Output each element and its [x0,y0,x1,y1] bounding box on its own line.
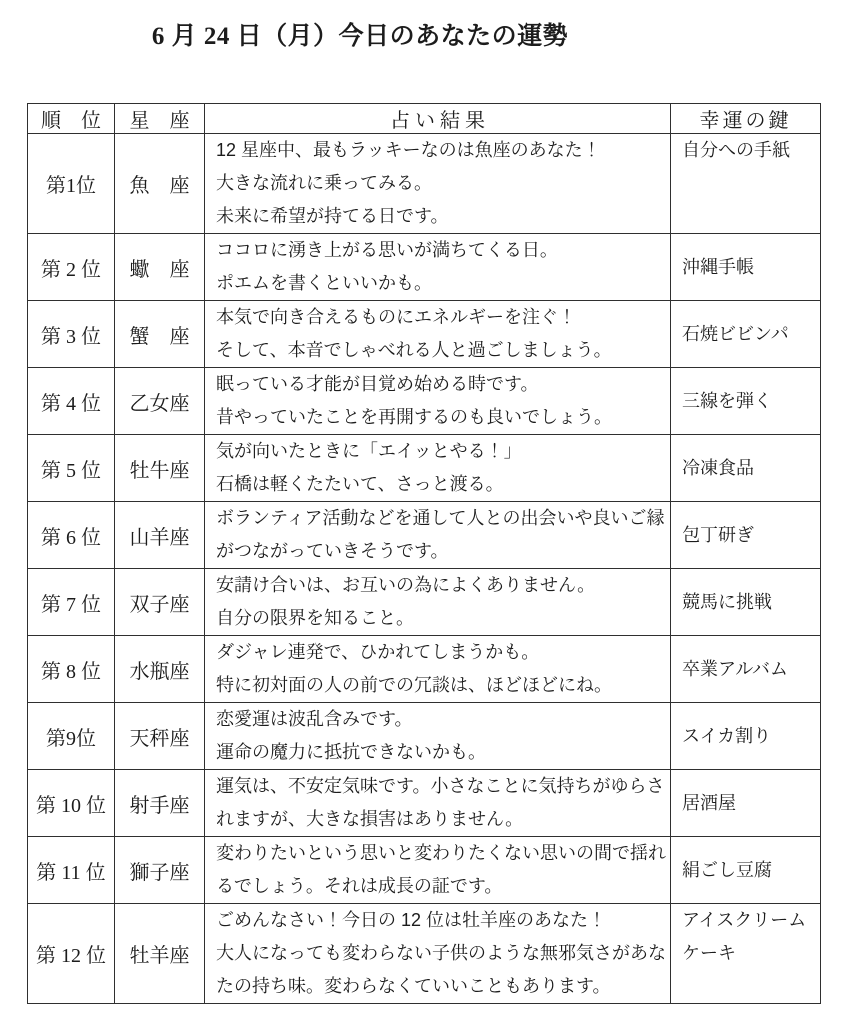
header-row [28,104,821,134]
lucky-line: 卒業アルバム [682,658,789,679]
lucky-cell [671,636,821,703]
result-line: がつながっていきそうです。 [216,541,449,561]
lucky-line: 居酒屋 [682,792,736,813]
sign-cell: 魚 座 [115,134,205,234]
result-cell [205,837,671,904]
sign-cell: 水瓶座 [115,636,205,703]
result-line: 恋愛運は波乱含みです。 [216,709,413,729]
lucky-cell [671,770,821,837]
table-row [28,502,821,569]
lucky-line: 包丁研ぎ [682,524,754,545]
rank-cell: 第1位 [28,134,115,234]
sign-cell: 獅子座 [115,837,205,904]
rank-cell: 第 5 位 [28,435,115,502]
result-line: 本気で向き合えるものにエネルギーを注ぐ！ [216,307,576,327]
lucky-line: 競馬に挑戦 [682,591,772,612]
rank-cell: 第 2 位 [28,234,115,301]
lucky-cell [671,134,821,234]
sign-cell: 双子座 [115,569,205,636]
lucky-line: 三線を弾く [682,390,772,411]
lucky-line: アイスクリーム [682,910,807,930]
result-cell [205,502,671,569]
lucky-line: ケーキ [682,943,736,963]
result-line: 12 星座中、最もラッキーなのは魚座のあなた！ [216,140,601,160]
lucky-line: スイカ割り [682,725,772,746]
lucky-cell [671,301,821,368]
lucky-cell [671,234,821,301]
result-line: 運命の魔力に抵抗できないかも。 [216,742,486,762]
result-cell [205,234,671,301]
result-line: 昔やっていたことを再開するのも良いでしょう。 [216,407,612,427]
rank-cell: 第 7 位 [28,569,115,636]
lucky-cell [671,904,821,1004]
lucky-cell [671,569,821,636]
result-line: 安請け合いは、お互いの為によくありません。 [216,575,596,595]
header-result: 占 い 結 果 [205,104,671,134]
result-line: ポエムを書くといいかも。 [216,273,432,293]
result-line: ボランティア活動などを通して人との出会いや良いご縁 [216,508,665,528]
sign-cell: 蟹 座 [115,301,205,368]
rank-cell: 第9位 [28,703,115,770]
rank-cell: 第 12 位 [28,904,115,1004]
rank-cell: 第 6 位 [28,502,115,569]
result-cell [205,636,671,703]
lucky-line: 沖縄手帳 [682,256,754,277]
sign-cell: 牡羊座 [115,904,205,1004]
result-line: ごめんなさい！今日の 12 位は牡羊座のあなた！ [216,910,607,930]
result-line: ダジャレ連発で、ひかれてしまうかも。 [216,642,540,662]
result-line: そして、本音でしゃべれる人と過ごしましょう。 [216,340,612,360]
result-line: 石橋は軽くたたいて、さっと渡る。 [216,474,504,494]
result-line: 大人になっても変わらない子供のような無邪気さがあな [216,943,666,963]
lucky-cell [671,837,821,904]
result-line: れますが、大きな損害はありません。 [216,809,524,829]
result-line: 変わりたいという思いと変わりたくない思いの間で揺れ [216,843,666,863]
result-line: ココロに湧き上がる思いが満ちてくる日。 [216,240,558,260]
result-line: るでしょう。それは成長の証です。 [216,876,503,896]
result-cell [205,368,671,435]
lucky-cell [671,703,821,770]
sign-cell: 蠍 座 [115,234,205,301]
sign-cell: 牡牛座 [115,435,205,502]
result-cell [205,703,671,770]
sign-cell: 乙女座 [115,368,205,435]
result-line: 自分の限界を知ること。 [216,608,414,628]
lucky-line: 自分への手紙 [682,140,790,160]
result-line: 大きな流れに乗ってみる。 [216,173,432,193]
fortune-table [27,103,821,1004]
table-row [28,703,821,770]
result-cell [205,770,671,837]
result-line: 運気は、不安定気味です。小さなことに気持ちがゆらさ [216,776,665,796]
table-row [28,368,821,435]
table-row [28,301,821,368]
result-line: 気が向いたときに「エイッとやる！」 [216,441,522,461]
table-row [28,435,821,502]
result-cell [205,134,671,234]
rank-cell: 第 10 位 [28,770,115,837]
header-rank: 順 位 [28,104,115,134]
table-body [28,134,821,1004]
table-row [28,837,821,904]
page-title: 6 月 24 日（月）今日のあなたの運勢 [151,23,569,50]
table-row [28,234,821,301]
lucky-cell [671,368,821,435]
lucky-cell [671,435,821,502]
rank-cell: 第 4 位 [28,368,115,435]
table-row [28,134,821,234]
result-cell [205,301,671,368]
result-cell [205,569,671,636]
table-row [28,770,821,837]
sign-cell: 山羊座 [115,502,205,569]
rank-cell: 第 3 位 [28,301,115,368]
lucky-line: 絹ごし豆腐 [682,859,772,880]
header-lucky: 幸運の鍵 [671,104,821,134]
header-sign: 星 座 [115,104,205,134]
rank-cell: 第 11 位 [28,837,115,904]
lucky-cell [671,502,821,569]
lucky-line: 石焼ビビンパ [682,323,789,344]
sign-cell: 天秤座 [115,703,205,770]
table-row [28,636,821,703]
rank-cell: 第 8 位 [28,636,115,703]
lucky-line: 冷凍食品 [682,457,754,478]
result-cell [205,904,671,1004]
table-row [28,904,821,1004]
sign-cell: 射手座 [115,770,205,837]
result-line: たの持ち味。変わらなくていいこともあります。 [216,976,611,996]
result-line: 特に初対面の人の前での冗談は、ほどほどにね。 [216,675,612,695]
result-line: 未来に希望が持てる日です。 [216,206,449,226]
result-cell [205,435,671,502]
result-line: 眠っている才能が目覚め始める時です。 [216,374,539,394]
table-row [28,569,821,636]
